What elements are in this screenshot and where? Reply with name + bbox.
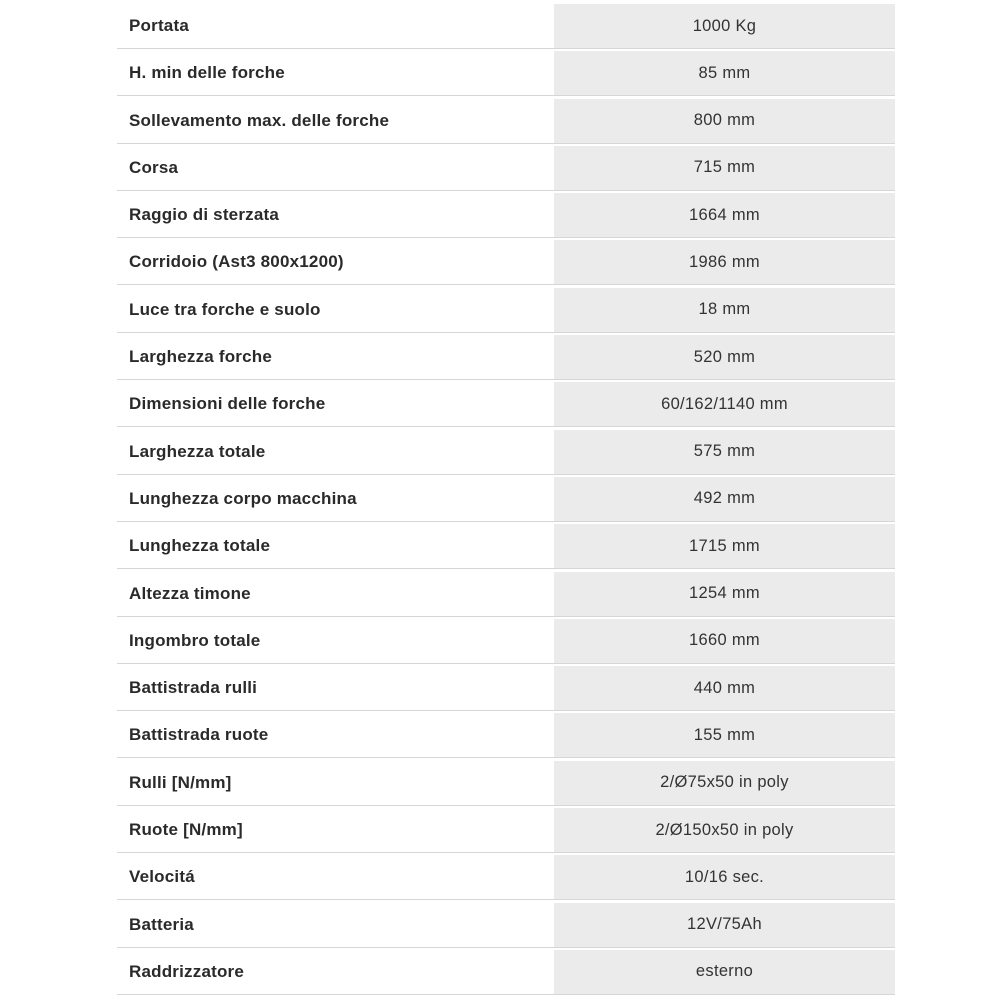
spec-label: Corsa: [129, 157, 179, 177]
spec-row: [117, 382, 895, 427]
spec-value: 1986 mm: [554, 240, 895, 284]
spec-label: Raggio di sterzata: [129, 205, 280, 225]
spec-row: [117, 288, 895, 333]
spec-value: 18 mm: [554, 288, 895, 332]
spec-row: [117, 808, 895, 853]
spec-label: Battistrada rulli: [129, 678, 258, 698]
spec-row: [117, 855, 895, 900]
spec-label: Portata: [129, 16, 189, 35]
spec-row: [117, 524, 895, 569]
spec-label: Lunghezza corpo macchina: [129, 488, 357, 508]
spec-row: [117, 335, 895, 380]
spec-value: 520 mm: [554, 335, 895, 379]
spec-value: 1660 mm: [554, 619, 895, 663]
spec-row: [117, 713, 895, 758]
spec-value: 12V/75Ah: [554, 903, 895, 947]
spec-label: Larghezza totale: [129, 441, 266, 461]
spec-label: Velocitá: [129, 867, 195, 887]
spec-row: [117, 950, 895, 995]
spec-row: [117, 430, 895, 475]
spec-row: [117, 146, 895, 191]
spec-row: [117, 666, 895, 711]
spec-value: 492 mm: [554, 477, 895, 521]
spec-label: Raddrizzatore: [129, 961, 245, 981]
spec-label: Ingombro totale: [129, 630, 261, 650]
spec-value: 440 mm: [554, 666, 895, 710]
spec-value: 715 mm: [554, 146, 895, 190]
spec-row: [117, 572, 895, 617]
spec-label: Battistrada ruote: [129, 725, 269, 745]
spec-value: esterno: [554, 950, 895, 994]
spec-row: [117, 193, 895, 238]
spec-row: [117, 761, 895, 806]
spec-value: 575 mm: [554, 430, 895, 474]
spec-value: 155 mm: [554, 713, 895, 757]
spec-value: 800 mm: [554, 99, 895, 143]
spec-label: Corridoio (Ast3 800x1200): [129, 252, 344, 272]
spec-label: Lunghezza totale: [129, 536, 271, 556]
spec-label: Sollevamento max. delle forche: [129, 110, 390, 130]
spec-row: [117, 903, 895, 948]
spec-label: Dimensioni delle forche: [129, 394, 326, 414]
spec-label: Rulli [N/mm]: [129, 772, 232, 792]
spec-row: [117, 477, 895, 522]
spec-row: [117, 619, 895, 664]
spec-label: Larghezza forche: [129, 347, 273, 367]
spec-row: [117, 240, 895, 285]
spec-row: [117, 99, 895, 144]
spec-value: 1664 mm: [554, 193, 895, 237]
spec-row: [117, 51, 895, 96]
spec-value: 60/162/1140 mm: [554, 382, 895, 426]
spec-row: [117, 4, 895, 49]
spec-value: 1715 mm: [554, 524, 895, 568]
spec-label: Luce tra forche e suolo: [129, 299, 321, 319]
spec-label: Altezza timone: [129, 583, 251, 603]
spec-label: Ruote [N/mm]: [129, 820, 243, 840]
spec-value: 10/16 sec.: [554, 855, 895, 899]
spec-value: 85 mm: [554, 51, 895, 95]
spec-label: Batteria: [129, 914, 194, 934]
spec-value: 2/Ø150x50 in poly: [554, 808, 895, 852]
spec-value: 1000 Kg: [554, 4, 895, 48]
spec-value: 1254 mm: [554, 572, 895, 616]
spec-label: H. min delle forche: [129, 63, 285, 83]
spec-table: [117, 4, 895, 997]
spec-value: 2/Ø75x50 in poly: [554, 761, 895, 805]
